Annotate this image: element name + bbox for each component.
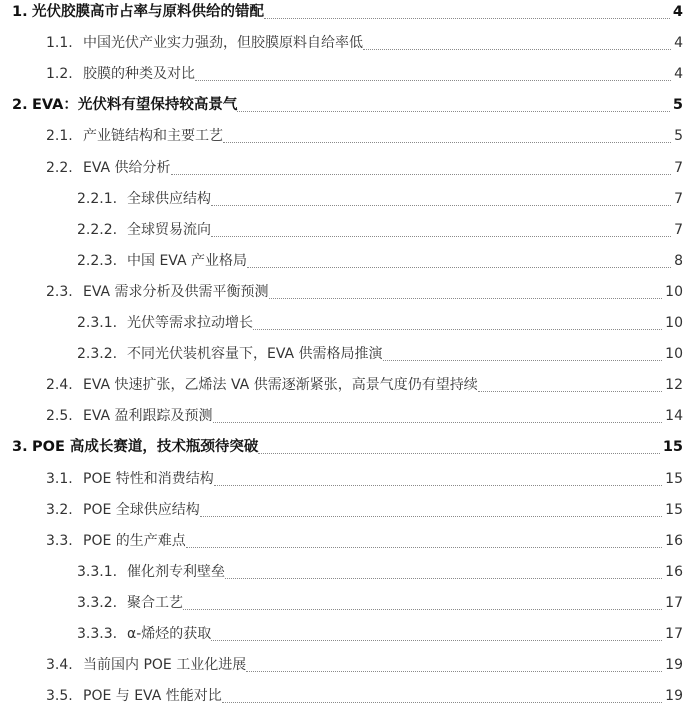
toc-entry[interactable] bbox=[0, 280, 697, 311]
toc-entry-page: 5 bbox=[672, 124, 683, 148]
toc-entry[interactable] bbox=[0, 311, 697, 342]
toc-entry-number: 3.1. bbox=[46, 470, 73, 487]
toc-entry-title: 中国光伏产业实力强劲，但胶膜原料自给率低 bbox=[83, 31, 363, 55]
toc-entry[interactable] bbox=[0, 529, 697, 560]
toc-entry-page: 12 bbox=[663, 373, 683, 397]
toc-entry-number: 3.3.3. bbox=[77, 626, 118, 642]
toc-dot-leader bbox=[258, 435, 660, 454]
toc-entry-page: 19 bbox=[663, 653, 683, 677]
toc-entry[interactable] bbox=[0, 187, 697, 218]
toc-dot-leader bbox=[264, 0, 670, 19]
toc-entry-page: 8 bbox=[672, 249, 683, 273]
toc-dot-leader bbox=[223, 124, 671, 143]
toc-entry-title: 聚合工艺 bbox=[127, 591, 183, 615]
toc-entry-title: 全球贸易流向 bbox=[127, 218, 211, 242]
toc-entry-number: 3.3.1. bbox=[77, 563, 118, 580]
toc-entry[interactable] bbox=[0, 622, 697, 653]
toc-entry-number: 3.4. bbox=[46, 657, 73, 674]
toc-entry-number: 3. bbox=[12, 439, 28, 456]
toc-dot-leader bbox=[213, 404, 662, 423]
toc-entry-page: 10 bbox=[663, 342, 683, 366]
toc-entry-page: 15 bbox=[663, 467, 683, 491]
toc-entry[interactable] bbox=[0, 62, 697, 93]
toc-entry-title: EVA 盈利跟踪及预测 bbox=[83, 404, 213, 428]
toc-entry[interactable] bbox=[0, 218, 697, 249]
toc-entry-title: POE 特性和消费结构 bbox=[83, 467, 214, 491]
toc-entry[interactable] bbox=[0, 249, 697, 280]
toc-entry-page: 17 bbox=[663, 591, 683, 615]
toc-dot-leader bbox=[246, 653, 662, 672]
toc-dot-leader bbox=[211, 187, 671, 206]
toc-entry-page: 7 bbox=[672, 218, 683, 242]
toc-dot-leader bbox=[171, 156, 671, 175]
toc-entry-page: 5 bbox=[671, 93, 683, 117]
toc-entry-number: 2.2.3. bbox=[77, 252, 118, 269]
toc-dot-leader bbox=[237, 93, 670, 112]
toc-entry-title: POE 高成长赛道，技术瓶颈待突破 bbox=[32, 435, 258, 459]
toc-dot-leader bbox=[211, 218, 671, 237]
toc-entry-title: 当前国内 POE 工业化进展 bbox=[83, 653, 246, 677]
toc-entry-title: 不同光伏装机容量下，EVA 供需格局推演 bbox=[127, 342, 383, 366]
toc-entry[interactable] bbox=[0, 591, 697, 622]
toc-entry[interactable] bbox=[0, 653, 697, 684]
toc-entry[interactable] bbox=[0, 156, 697, 187]
toc-entry[interactable] bbox=[0, 342, 697, 373]
toc-entry-number: 3.5. bbox=[46, 688, 73, 705]
toc-dot-leader bbox=[383, 342, 662, 361]
toc-dot-leader bbox=[222, 684, 662, 703]
toc-entry[interactable] bbox=[0, 684, 697, 715]
toc-entry-title: POE 与 EVA 性能对比 bbox=[83, 684, 222, 708]
toc-entry-title: EVA 需求分析及供需平衡预测 bbox=[83, 280, 269, 304]
toc-entry-number: 2.4. bbox=[46, 377, 73, 394]
toc-entry[interactable] bbox=[0, 435, 697, 466]
toc-entry-title: POE 的生产难点 bbox=[83, 529, 186, 553]
toc-entry-page: 19 bbox=[663, 684, 683, 708]
toc-entry-page: 15 bbox=[661, 435, 683, 459]
toc-dot-leader bbox=[214, 467, 662, 486]
toc-dot-leader bbox=[200, 498, 662, 517]
toc-entry-number: 3.2. bbox=[46, 501, 73, 518]
toc-entry-page: 16 bbox=[663, 529, 683, 553]
toc-entry-page: 7 bbox=[672, 187, 683, 211]
toc-entry-number: 2.5. bbox=[46, 408, 73, 425]
toc-entry-number: 1.1. bbox=[46, 35, 73, 52]
toc-entry-title: 光伏等需求拉动增长 bbox=[127, 311, 253, 335]
toc-dot-leader bbox=[269, 280, 662, 299]
toc-dot-leader bbox=[211, 622, 662, 641]
toc-entry-number: 2. bbox=[12, 97, 28, 114]
toc-dot-leader bbox=[195, 62, 671, 81]
toc-entry-page: 10 bbox=[663, 280, 683, 304]
toc-entry-page: 4 bbox=[672, 62, 683, 86]
toc-entry[interactable] bbox=[0, 404, 697, 435]
toc-entry-title: 全球供应结构 bbox=[127, 187, 211, 211]
toc-entry-title: 催化剂专利壁垒 bbox=[127, 560, 225, 584]
toc-entry-number: 2.2.2. bbox=[77, 221, 118, 238]
toc-entry-title: EVA：光伏料有望保持较高景气 bbox=[32, 93, 237, 117]
toc-entry[interactable] bbox=[0, 31, 697, 62]
toc-entry-page: 14 bbox=[663, 404, 683, 428]
toc-dot-leader bbox=[183, 591, 662, 610]
toc-entry-number: 3.3.2. bbox=[77, 594, 118, 611]
toc-entry-page: 7 bbox=[672, 156, 683, 180]
toc-entry-number: 2.1. bbox=[46, 128, 73, 145]
toc-entry-title: 中国 EVA 产业格局 bbox=[127, 249, 247, 273]
toc-entry-number: 1. bbox=[12, 4, 28, 20]
toc-dot-leader bbox=[478, 373, 662, 392]
toc-dot-leader bbox=[363, 31, 671, 50]
toc-entry-page: 16 bbox=[663, 560, 683, 584]
toc-entry-title: EVA 供给分析 bbox=[83, 156, 171, 180]
toc-entry-title: α-烯烃的获取 bbox=[127, 622, 211, 646]
toc-entry-page: 10 bbox=[663, 311, 683, 335]
toc-entry-number: 2.2. bbox=[46, 159, 73, 176]
toc-dot-leader bbox=[247, 249, 671, 268]
toc-entry[interactable] bbox=[0, 0, 697, 31]
toc-entry-title: 胶膜的种类及对比 bbox=[83, 62, 195, 86]
toc-entry[interactable] bbox=[0, 124, 697, 155]
toc-entry-number: 3.3. bbox=[46, 532, 73, 549]
toc-entry-number: 2.3.1. bbox=[77, 315, 118, 331]
toc-dot-leader bbox=[186, 529, 662, 548]
toc-entry[interactable] bbox=[0, 498, 697, 529]
toc-entry-number: 2.3. bbox=[46, 283, 73, 300]
toc-dot-leader bbox=[253, 311, 662, 330]
toc-dot-leader bbox=[225, 560, 662, 579]
toc-entry-number: 2.3.2. bbox=[77, 346, 118, 363]
toc-entry-title: POE 全球供应结构 bbox=[83, 498, 200, 522]
toc-entry-page: 17 bbox=[663, 622, 683, 646]
toc-entry-number: 1.2. bbox=[46, 66, 73, 83]
toc-entry-page: 15 bbox=[663, 498, 683, 522]
toc-entry-number: 2.2.1. bbox=[77, 190, 118, 207]
toc-entry-page: 4 bbox=[672, 31, 683, 55]
toc-entry-title: EVA 快速扩张，乙烯法 VA 供需逐渐紧张，高景气度仍有望持续 bbox=[83, 373, 478, 397]
toc-entry-page: 4 bbox=[671, 0, 683, 24]
toc-entry[interactable] bbox=[0, 373, 697, 404]
toc-entry[interactable] bbox=[0, 560, 697, 591]
toc-entry[interactable] bbox=[0, 93, 697, 124]
toc-entry-title: 光伏胶膜高市占率与原料供给的错配 bbox=[32, 0, 264, 24]
toc-entry[interactable] bbox=[0, 467, 697, 498]
toc-entry-title: 产业链结构和主要工艺 bbox=[83, 124, 223, 148]
